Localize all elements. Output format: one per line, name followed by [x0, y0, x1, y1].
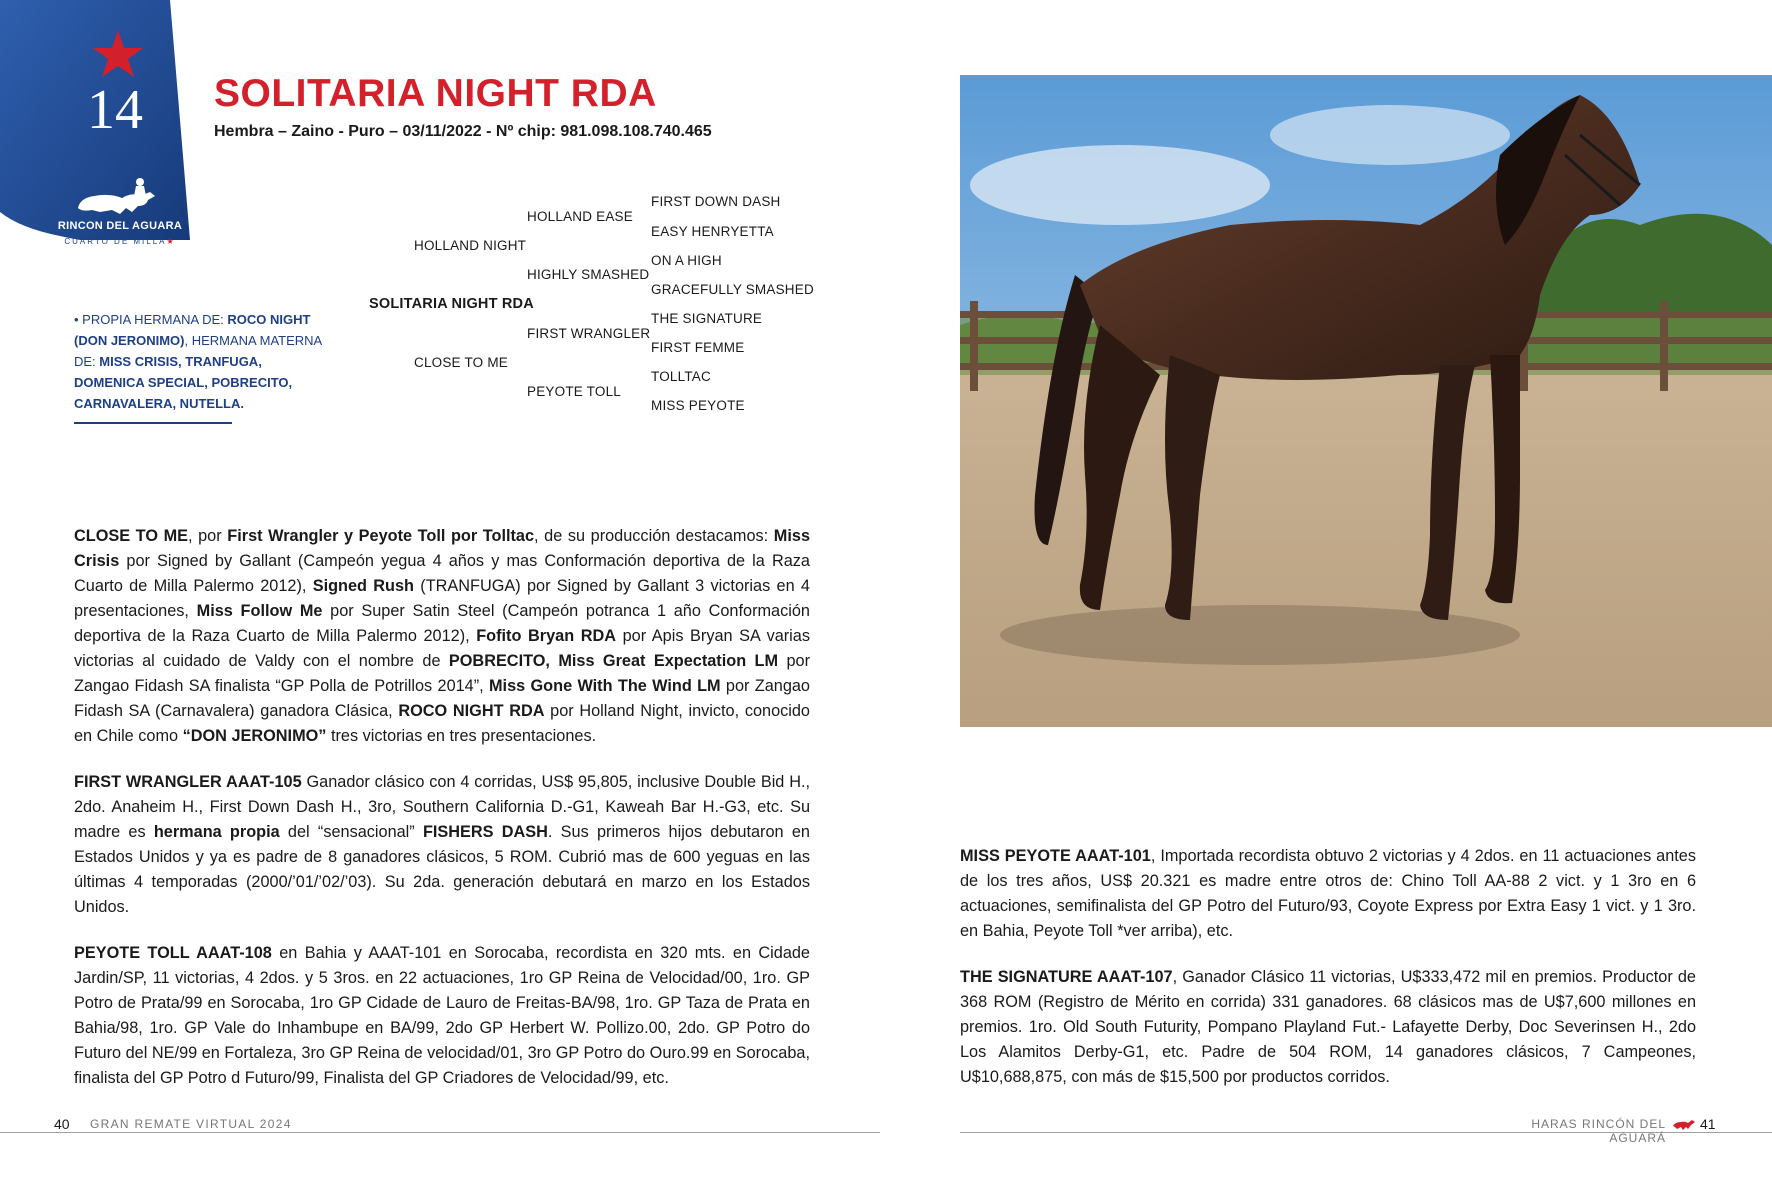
lot-number: 14: [87, 79, 143, 141]
page-number-left: 40: [54, 1116, 70, 1132]
horse-name: SOLITARIA NIGHT RDA: [214, 72, 657, 115]
pedigree-gen3: FIRST DOWN DASH: [651, 194, 781, 209]
page-number-right: 41: [1700, 1116, 1716, 1132]
footer-title-right: HARAS RINCÓN DEL AGUARÁ: [1531, 1117, 1666, 1145]
horse-icon: [1672, 1117, 1696, 1131]
pedigree-gen3: MISS PEYOTE: [651, 398, 745, 413]
pedigree-gen2: HOLLAND EASE: [527, 209, 633, 224]
paragraph-miss-peyote: MISS PEYOTE AAAT-101, Importada recordista obtuvo 2 victorias y 4 2dos. en 11 actuaciones antes de los tres años, US$ 20.321 es madre entre otros de: Chino Toll AA-88 2 vict. y 1 3ro en 6 actuaciones, semifinalista del GP Potro del Futuro/93, Coyote Express por Extra Easy 1 vict. y 1 3ro. en Bahia, Peyote Toll *ver arriba), etc.: [960, 847, 1697, 940]
pedigree-gen2: PEYOTE TOLL: [527, 384, 621, 399]
pedigree-gen2: FIRST WRANGLER: [527, 326, 651, 341]
pedigree-dam: CLOSE TO ME: [414, 355, 508, 370]
paragraph-first-wrangler: FIRST WRANGLER AAAT-105 Ganador clásico con 4 corridas, US$ 95,805, inclusive Double Bid H., 2do. Anaheim H., First Down Dash H., 3ro, Southern California D.-G1, Kaweah Bar H.-G3, etc. Su madre es hermana propia del “sensacional” FISHERS DASH. Sus primeros hijos debutaron en Estados Unidos y ya es padre de 8 ganadores clásicos, 5 ROM. Cubrió mas de 600 yeguas en las últimas 4 temporadas (2000/’01/’02/’03). Su 2da. generación debutará en marzo en los Estados Unidos.: [74, 773, 810, 916]
pedigree-horse: SOLITARIA NIGHT RDA: [369, 296, 534, 312]
brand-name: RINCON DEL AGUARA: [57, 220, 183, 232]
pedigree-gen2: HIGHLY SMASHED: [527, 267, 650, 282]
pedigree-gen3: GRACEFULLY SMASHED: [651, 282, 814, 297]
pedigree-gen3: FIRST FEMME: [651, 340, 745, 355]
pedigree-gen3: ON A HIGH: [651, 253, 722, 268]
paragraph-peyote-toll: PEYOTE TOLL AAAT-108 en Bahia y AAAT-101 en Sorocaba, recordista en 320 mts. en Cidade Jardin/SP, 11 victorias, 4 2dos. y 5 3ros. en 22 actuaciones, 1ro GP Reina de Velocidad/00, 1ro. GP Potro de Prata/99 en Sorocaba, 1ro GP Cidade de Lauro de Freitas-BA/98, 1ro. GP Taza de Prata en Bahia/98, 1ro. GP Vale do Inhambupe en BA/99, 2do GP Herbert W. Pollizo.00, 2do. GP Potro do Futuro del NE/99 en Fortaleza, 3ro GP Reina de velocidad/01, 3ro GP Potro do Ouro.99 en Sorocaba, finalista del GP Potro d Futuro/99, Finalista del GP Criadores de Velocidad/99, etc.: [74, 944, 810, 1087]
sibling-note: • PROPIA HERMANA DE: ROCO NIGHT (DON JERONIMO), HERMANA MATERNA DE: MISS CRISIS, TRANFUGA, DOMENICA SPECIAL, POBRECITO, CARNAVALERA, NUTELLA.: [74, 312, 322, 411]
footer-title-left: GRAN REMATE VIRTUAL 2024: [90, 1117, 292, 1131]
pedigree-sire: HOLLAND NIGHT: [414, 238, 527, 253]
horse-details: Hembra – Zaino - Puro – 03/11/2022 - Nº chip: 981.098.108.740.465: [214, 123, 712, 140]
pedigree-gen3: EASY HENRYETTA: [651, 224, 774, 239]
paragraph-close-to-me: CLOSE TO ME, por First Wrangler y Peyote Toll por Tolltac, de su producción destacamos: Miss Crisis por Signed by Gallant (Campeón yegua 4 años y mas Conformación deportiva de la Raza Cuarto de Milla Palermo 2012), Signed Rush (TRANFUGA) por Signed by Gallant 3 victorias en 4 presentaciones, Miss Follow Me por Super Satin Steel (Campeón potranca 1 año Conformación deportiva de la Raza Cuarto de Milla Palermo 2012), Fofito Bryan RDA por Apis Bryan SA varias victorias al cuidado de Valdy con el nombre de POBRECITO, Miss Great Expectation LM por Zangao Fidash SA finalista “GP Polla de Potrillos 2014”, Miss Gone With The Wind LM por Zangao Fidash SA (Carnavalera) ganadora Clásica, ROCO NIGHT RDA por Holland Night, invicto, conocido en Chile como “DON JERONIMO” tres victorias en tres presentaciones.: [74, 527, 810, 745]
paragraph-the-signature: THE SIGNATURE AAAT-107, Ganador Clásico 11 victorias, U$333,472 mil en premios. Productor de 368 ROM (Registro de Mérito en corrida) 331 ganadores. 68 clásicos mas de U$7,600 millones en premios. 1ro. Old South Futurity, Pompano Playland Fut.- Lafayette Derby, Doc Severinsen H., 2do Los Alamitos Derby-G1, etc. Padre de 504 ROM, 14 ganadores clásicos, 7 Campeones, U$10,688,875, con más de $15,500 por productos corridos.: [960, 968, 1696, 1086]
pedigree-gen3: THE SIGNATURE: [651, 311, 763, 326]
note-divider: [74, 422, 232, 424]
footer-rule-left: [0, 1132, 880, 1133]
brand-subtitle: CUARTO DE MILLA★: [64, 237, 176, 246]
horse-photo: [960, 75, 1772, 727]
pedigree-gen3: TOLLTAC: [651, 369, 711, 384]
